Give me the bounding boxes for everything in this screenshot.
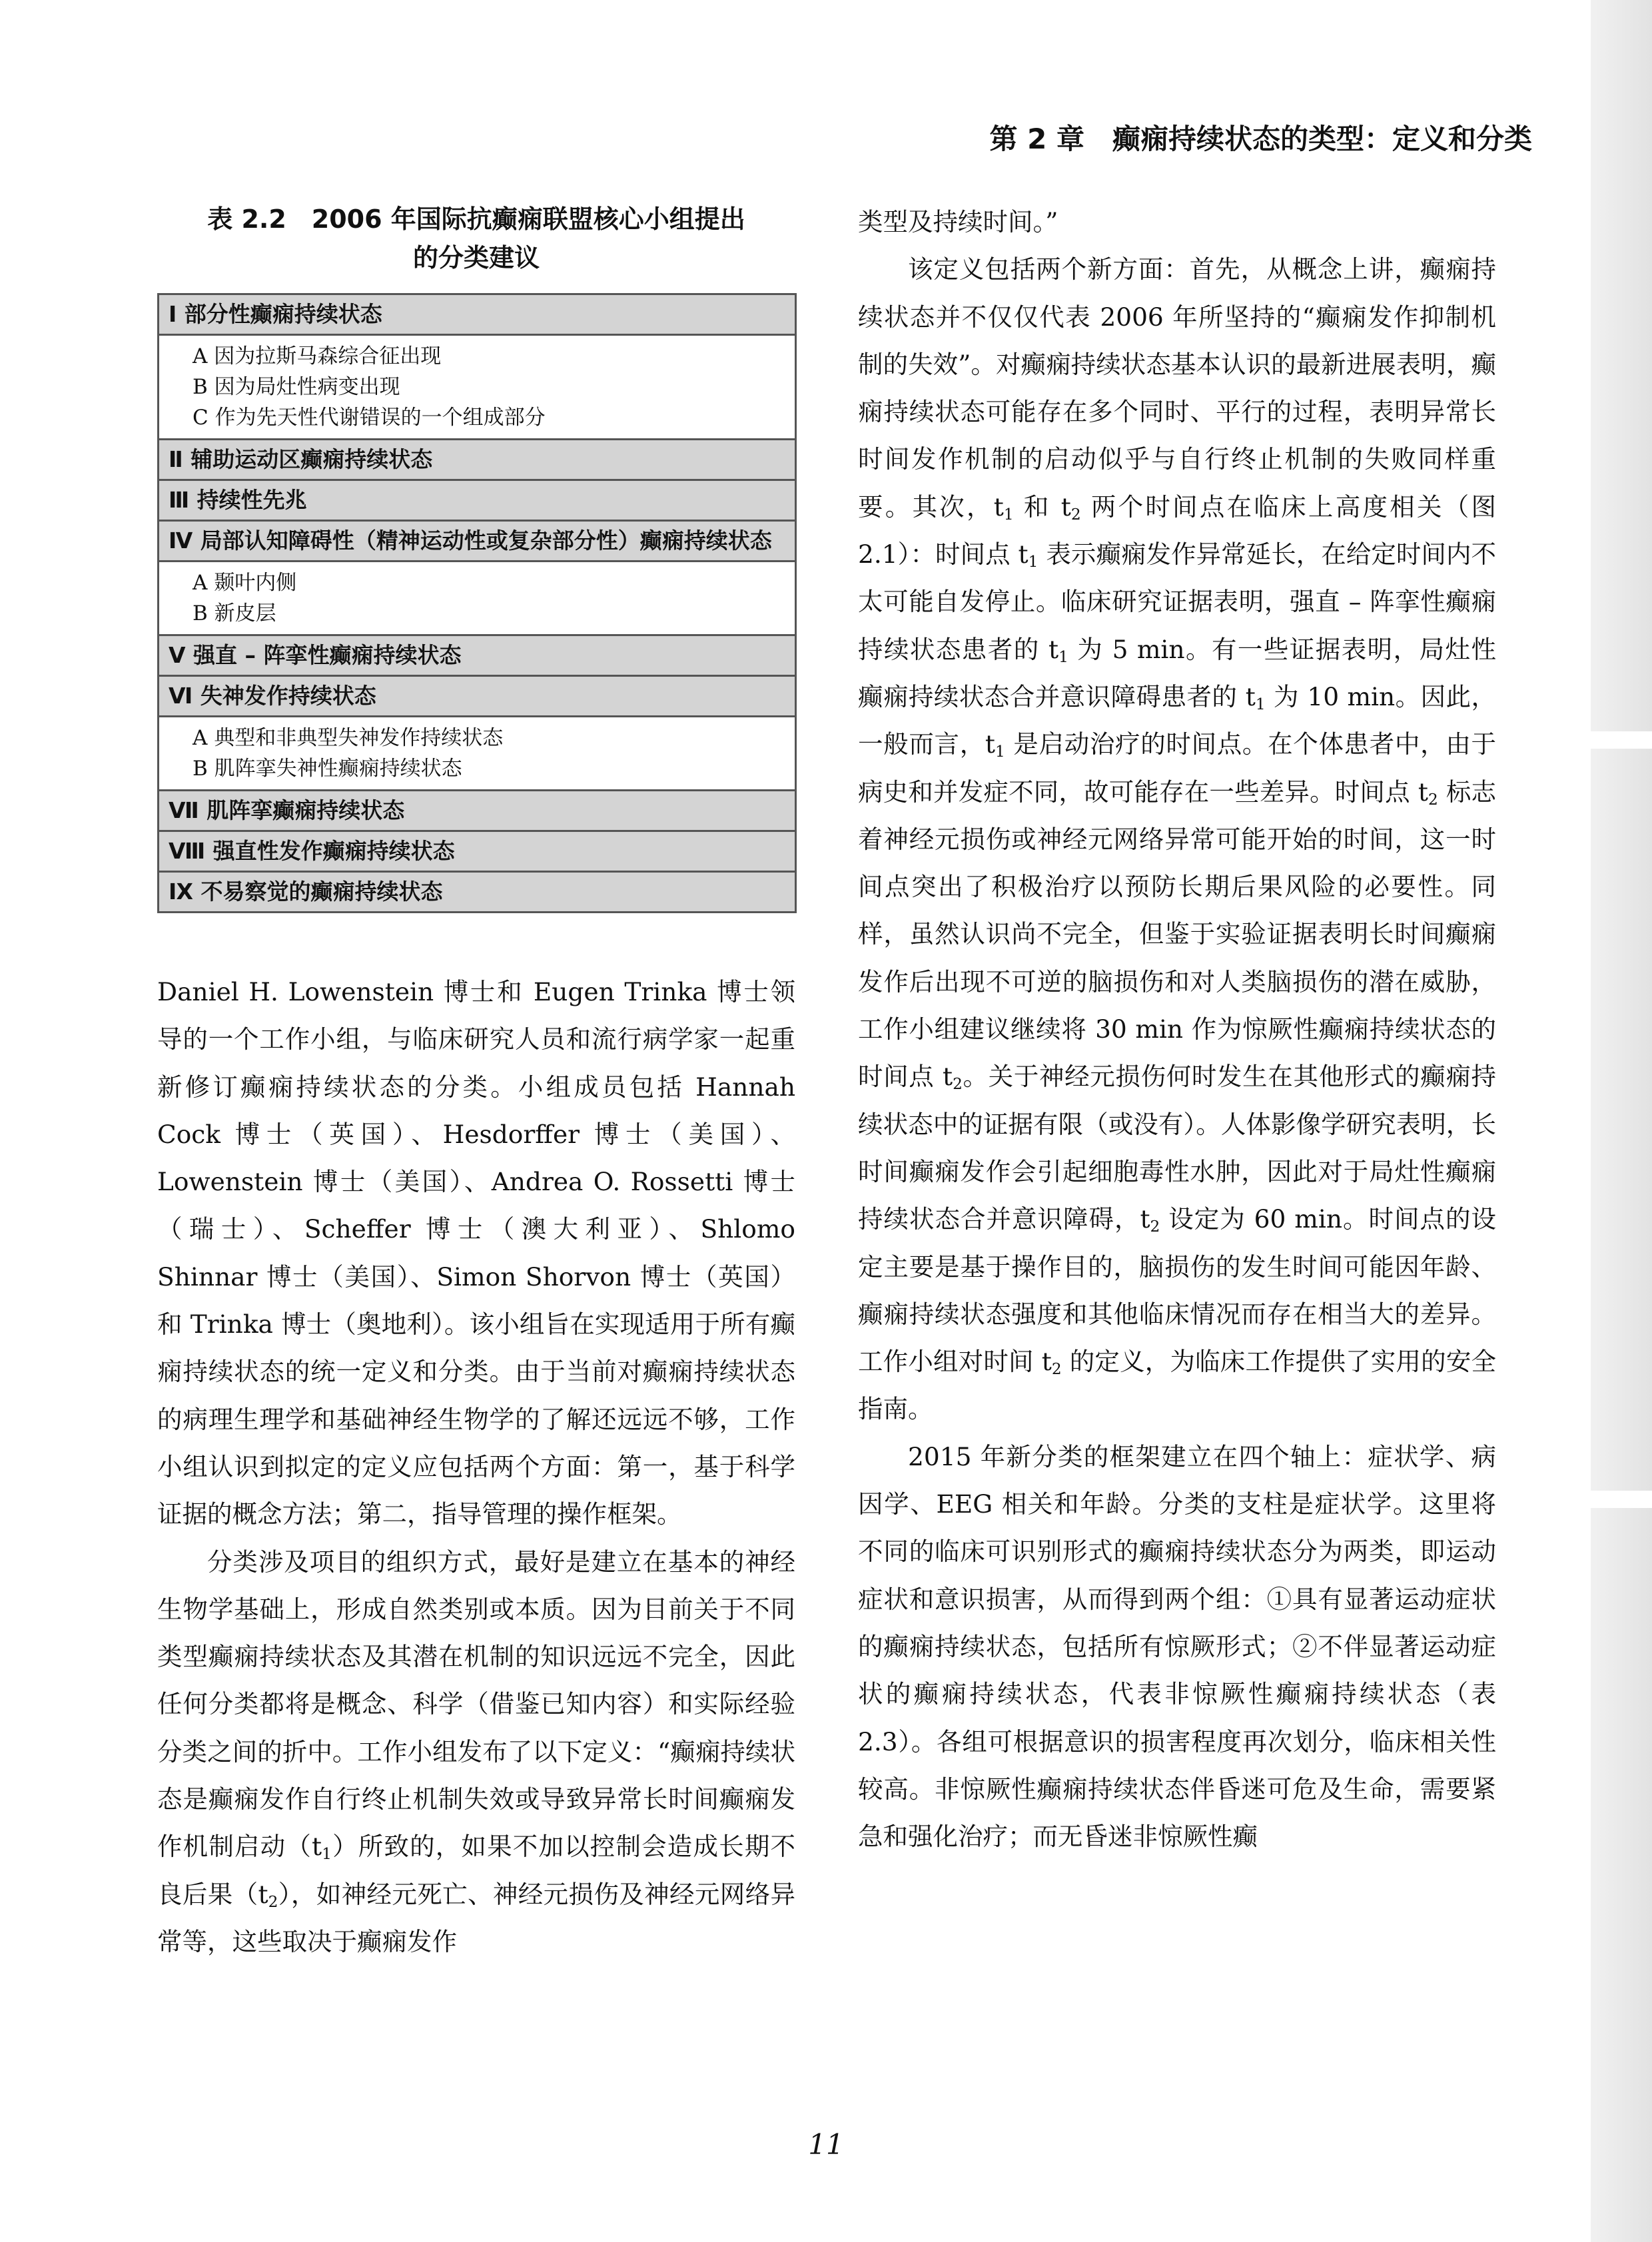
table-subitem: B 新皮层	[193, 601, 276, 625]
table-row-heading: Ⅰ 部分性癫痫持续状态	[159, 295, 795, 336]
table-row-subitems	[159, 336, 795, 440]
page-number: 11	[808, 2128, 844, 2161]
table-subitem: C 作为先天性代谢错误的一个组成部分	[193, 406, 546, 430]
table-caption-line: 的分类建议	[412, 243, 540, 272]
table-row-heading: Ⅷ 强直性发作癫痫持续状态	[159, 832, 795, 873]
table-row-heading: Ⅲ 持续性先兆	[159, 481, 795, 522]
table-subitem: B 因为局灶性病变出现	[193, 375, 400, 399]
table-row-subitems	[159, 717, 795, 791]
table-caption-line: 表 2.2 2006 年国际抗癫痫联盟核心小组提出	[207, 204, 745, 234]
right-column-text	[858, 198, 1496, 1860]
page-edge-shadow	[1591, 0, 1652, 2242]
table-subitem: A 典型和非典型失神发作持续状态	[193, 726, 504, 750]
table-subitem: A 颞叶内侧	[193, 571, 297, 595]
table-row-heading: Ⅶ 肌阵挛癫痫持续状态	[159, 791, 795, 832]
table-subitem: B 肌阵挛失神性癫痫持续状态	[193, 757, 462, 781]
table-row-heading: Ⅳ 局部认知障碍性（精神运动性或复杂部分性）癫痫持续状态	[159, 522, 795, 562]
body-paragraph: 2015 年新分类的框架建立在四个轴上：症状学、病因学、EEG 相关和年龄。分类的支柱是症状学。这里将不同的临床可识别形式的癫痫持续状态分为两类，即运动症状和意识损害，从而得到两个组：①具有显著运动症状的癫痫持续状态，包括所有惊厥形式；②不伴显著运动症状的癫痫持续状态，代表非惊厥性癫痫持续状态（表 2.3）。各组可根据意识的损害程度再次划分，临床相关性较高。非惊厥性癫痫持续状态伴昏迷可危及生命，需要紧急和强化治疗；而无昏迷非惊厥性癫	[858, 1441, 1496, 1852]
body-paragraph: Daniel H. Lowenstein 博士和 Eugen Trinka 博士领导的一个工作小组，与临床研究人员和流行病学家一起重新修订癫痫持续状态的分类。小组成员包括 Hannah Cock 博士（英国）、Hesdorffer 博士（美国）、Lowenstein 博士（美国）、Andrea O. Rossetti 博士（瑞士）、Scheffer 博士（澳大利亚）、Shlomo Shinnar 博士（美国）、Simon Shorvon 博士（英国）和 Trinka 博士（奥地利）。该小组旨在实现适用于所有癫痫持续状态的统一定义和分类。由于当前对癫痫持续状态的病理生理学和基础神经生物学的了解还远远不够，工作小组认识到拟定的定义应包括两个方面：第一，基于科学证据的概念方法；第二，指导管理的操作框架。	[157, 977, 795, 1529]
chapter-header: 第 2 章 癫痫持续状态的类型：定义和分类	[989, 123, 1532, 155]
table-caption	[157, 200, 795, 277]
body-paragraph: 该定义包括两个新方面：首先，从概念上讲，癫痫持续状态并不仅仅代表 2006 年所坚持的“癫痫发作抑制机制的失效”。对癫痫持续状态基本认识的最新进展表明，癫痫持续状态可能存在多个同时、平行的过程，表明异常长时间发作机制的启动似乎与自行终止机制的失败同样重要。其次，$t_1$ 和 $t_2$ 两个时间点在临床上高度相关（图 2.1）：时间点 $t_1$ 表示癫痫发作异常延长，在给定时间内不太可能自发停止。临床研究证据表明，强直 – 阵挛性癫痫持续状态患者的 $t_1$ 为 5 min。有一些证据表明，局灶性癫痫持续状态合并意识障碍患者的 $t_1$ 为 10 min。因此，一般而言，$t_1$ 是启动治疗的时间点。在个体患者中，由于病史和并发症不同，故可能存在一些差异。时间点 $t_2$ 标志着神经元损伤或神经元网络异常可能开始的时间，这一时间点突出了积极治疗以预防长期后果风险的必要性。同样，虽然认识尚不完全，但鉴于实验证据表明长时间癫痫发作后出现不可逆的脑损伤和对人类脑损伤的潜在威胁，工作小组建议继续将 30 min 作为惊厥性癫痫持续状态的时间点 $t_2$。关于神经元损伤何时发生在其他形式的癫痫持续状态中的证据有限（或没有）。人体影像学研究表明，长时间癫痫发作会引起细胞毒性水肿，因此对于局灶性癫痫持续状态合并意识障碍，$t_2$ 设定为 60 min。时间点的设定主要是基于操作目的，脑损伤的发生时间可能因年龄、癫痫持续状态强度和其他临床情况而存在相当大的差异。工作小组对时间 $t_2$ 的定义，为临床工作提供了实用的安全指南。	[858, 254, 1496, 1424]
table-subitem: A 因为拉斯马森综合征出现	[193, 344, 442, 368]
classification-table	[157, 293, 797, 913]
edge-tab-marker	[1591, 1491, 1652, 1508]
table-row-heading: Ⅵ 失神发作持续状态	[159, 677, 795, 717]
table-row-subitems	[159, 562, 795, 636]
body-paragraph: 类型及持续时间。”	[858, 207, 1058, 236]
table-row-heading: Ⅱ 辅助运动区癫痫持续状态	[159, 440, 795, 481]
table-row-heading: Ⅴ 强直 – 阵挛性癫痫持续状态	[159, 636, 795, 677]
table-row-heading: Ⅸ 不易察觉的癫痫持续状态	[159, 873, 795, 911]
left-column-text	[157, 968, 795, 1966]
body-paragraph: 分类涉及项目的组织方式，最好是建立在基本的神经生物学基础上，形成自然类别或本质。因为目前关于不同类型癫痫持续状态及其潜在机制的知识远远不完全，因此任何分类都将是概念、科学（借鉴已知内容）和实际经验分类之间的折中。工作小组发布了以下定义：“癫痫持续状态是癫痫发作自行终止机制失效或导致异常长时间癫痫发作机制启动$(t_1)$所致的，如果不加以控制会造成长期不良后果$(t_2)$，如神经元死亡、神经元损伤及神经元网络异常等，这些取决于癫痫发作	[157, 1547, 795, 1956]
edge-tab-marker	[1591, 731, 1652, 749]
